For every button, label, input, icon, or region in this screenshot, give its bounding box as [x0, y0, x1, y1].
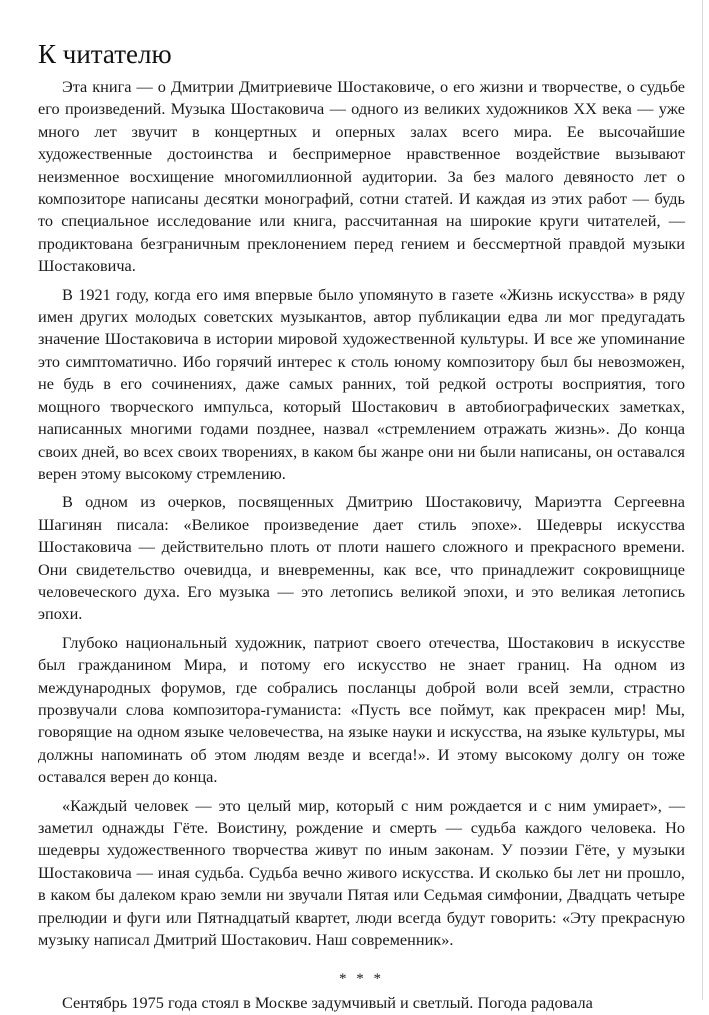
paragraph-1: Эта книга — о Дмитрии Дмитриевиче Шостаковиче, о его жизни и творчестве, о судьбе его произведений. Музыка Шостаковича — одного из великих художников XX века — уже много лет звучит в концертных и оперных залах всего мира. Ее высочайшие художественные достоинства и беспримерное нравственное воздействие вызывают неизменное восхищение многомиллионной аудитории. За без малого девяносто лет о композиторе написаны десятки монографий, сотни статей. И каждая из этих работ — будь то специальное исследование или книга, рассчитанная на широкие круги читателей, — продиктована безграничным преклонением перед гением и бессмертной правдой музыки Шостаковича.	[38, 77, 685, 276]
paragraph-4: Глубоко национальный художник, патриот своего отечества, Шостакович в искусстве был гражданином Мира, и потому его искусство не знает границ. На одном из международных форумов, где собрались посланцы доброй воли всей земли, страстно прозвучали слова композитора-гуманиста: «Пусть все поймут, как прекрасен мир! Мы, говорящие на одном языке человечества, на языке науки и искусства, на языке культуры, мы должны напоминать об этом людям везде и всегда!». И этому высокому долгу он тоже оставался верен до конца.	[38, 632, 685, 787]
paragraph-2: В 1921 году, когда его имя впервые было упомянуто в газете «Жизнь искусства» в ряду имен других молодых советских музыкантов, автор публикации едва ли мог предугадать значение Шостаковича в истории мировой художественной культуры. И все же упоминание это симптоматично. Ибо горячий интерес к столь юному композитору был бы невозможен, не будь в его сочинениях, даже самых ранних, той редкой остроты восприятия, того мощного творческого импульса, который Шостакович в автобиографических заметках, написанных многими годами позднее, назвал «стремлением отражать жизнь». До конца своих дней, во всех своих творениях, в каком бы жанре они ни были написаны, он оставался верен этому высокому стремлению.	[38, 284, 685, 483]
paragraph-5: «Каждый человек — это целый мир, который с ним рождается и с ним умирает», — заметил однажды Гёте. Воистину, рождение и смерть — судьба каждого человека. Но шедевры художественного творчества живут по иным законам. У поэзии Гёте, у музыки Шостаковича — иная судьба. Судьба вечно живого искусства. И сколько бы лет ни прошло, в каком бы далеком краю земли ни звучали Пятая или Седьмая симфонии, Двадцать четыре прелюдии и фуги или Пятнадцатый квартет, люди всегда будут говорить: «Эту прекрасную музыку написал Дмитрий Шостакович. Наш современник».	[38, 795, 685, 950]
paragraph-3: В одном из очерков, посвященных Дмитрию Шостаковичу, Мариэтта Сергеевна Шагинян писала: «Великое произведение дает стиль эпохе». Шедевры искусства Шостаковича — действительно плоть от плоти нашего сложного и прекрасного времени. Они свидетельство очевидца, и вневременны, как все, что принадлежит сокровищнице человеческого духа. Его музыка — это летопись великой эпохи, и это великая летопись эпохи.	[38, 492, 685, 624]
page-title: К читателю	[38, 39, 172, 69]
section-separator: * * *	[339, 971, 384, 988]
closing-paragraph: Сентябрь 1975 года стоял в Москве задумчивый и светлый. Погода радовала	[62, 993, 593, 1013]
page-edge-divider	[702, 0, 703, 1000]
